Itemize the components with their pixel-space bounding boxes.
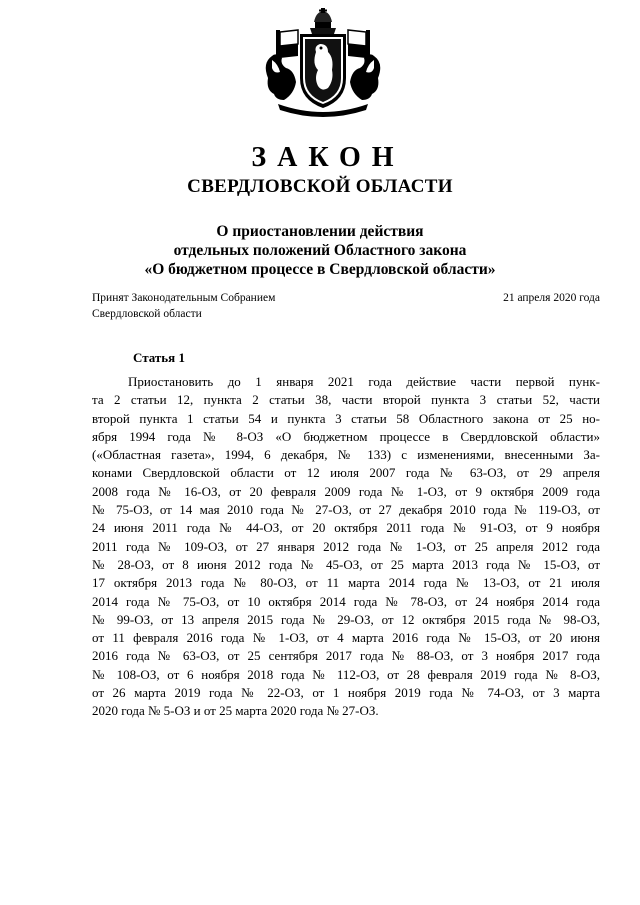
- subject-line: «О бюджетном процессе в Свердловской области»: [144, 261, 496, 278]
- article-line: 2020 года № 5-ОЗ и от 25 марта 2020 года № 27-ОЗ.: [92, 703, 379, 719]
- article-line: № 75-ОЗ, от 14 мая 2010 года № 27-ОЗ, от 27 декабря 2010 года № 119-ОЗ, от: [92, 502, 600, 518]
- law-subject: [0, 222, 640, 279]
- article-line: № 108-ОЗ, от 6 ноября 2018 года № 112-ОЗ, от 28 февраля 2019 года № 8-ОЗ,: [92, 666, 600, 682]
- article-line: ября 1994 года № 8-ОЗ «О бюджетном процессе в Свердловской области»: [92, 428, 600, 444]
- article-line: 2016 года № 63-ОЗ, от 25 сентября 2017 года № 88-ОЗ, от 3 ноября 2017 года: [92, 648, 600, 664]
- article-line: от 26 марта 2019 года № 22-ОЗ, от 1 ноября 2019 года № 74-ОЗ, от 3 марта: [92, 685, 600, 701]
- article-line: второй пункта 1 статьи 54 и пункта 3 статьи 58 Областного закона от 25 но-: [92, 410, 600, 426]
- article-body: [92, 373, 600, 721]
- subject-line: О приостановлении действия: [216, 223, 424, 240]
- article-line: 24 июня 2011 года № 44-ОЗ, от 20 октября 2011 года № 91-ОЗ, от 9 ноября: [92, 520, 600, 536]
- article-line: 2011 года № 109-ОЗ, от 27 января 2012 года № 1-ОЗ, от 25 апреля 2012 года: [92, 538, 600, 554]
- article-line: 17 октября 2013 года № 80-ОЗ, от 11 марта 2014 года № 13-ОЗ, от 21 июля: [92, 575, 600, 591]
- subject-line: отдельных положений Областного закона: [173, 242, 467, 259]
- article-line: 2014 года № 75-ОЗ, от 10 октября 2014 года № 78-ОЗ, от 24 ноября 2014 года: [92, 593, 600, 609]
- article-line: Приостановить до 1 января 2021 года действие части первой пунк-: [128, 374, 600, 389]
- law-title: ЗАКОН: [251, 142, 405, 173]
- adoption-statement: [92, 290, 275, 322]
- article-line: от 11 февраля 2016 года № 1-ОЗ, от 4 марта 2016 года № 15-ОЗ, от 20 июня: [92, 630, 600, 646]
- region-title: СВЕРДЛОВСКОЙ ОБЛАСТИ: [187, 176, 453, 197]
- article-line: конами Свердловской области от 12 июля 2007 года № 63-ОЗ, от 29 апреля: [92, 465, 600, 481]
- article-line: 2008 года № 16-ОЗ, от 20 февраля 2009 года № 1-ОЗ, от 9 октября 2009 года: [92, 483, 600, 499]
- coat-of-arms-icon: [258, 8, 388, 120]
- article-line: № 99-ОЗ, от 13 апреля 2015 года № 29-ОЗ, от 12 октября 2015 года № 98-ОЗ,: [92, 611, 600, 627]
- adoption-line: Принят Законодательным Собранием: [92, 292, 276, 304]
- adoption-date: 21 апреля 2020 года: [503, 292, 600, 304]
- article-heading: Статья 1: [133, 350, 185, 365]
- article-line: № 28-ОЗ, от 8 июня 2012 года № 45-ОЗ, от 25 марта 2013 года № 15-ОЗ, от: [92, 556, 600, 572]
- article-line: та 2 статьи 12, пункта 2 статьи 38, части второй пункта 3 статьи 52, части: [92, 392, 600, 408]
- article-line: («Областная газета», 1994, 6 декабря, № 133) с изменениями, внесенными За-: [92, 447, 600, 463]
- adoption-line: Свердловской области: [92, 308, 202, 320]
